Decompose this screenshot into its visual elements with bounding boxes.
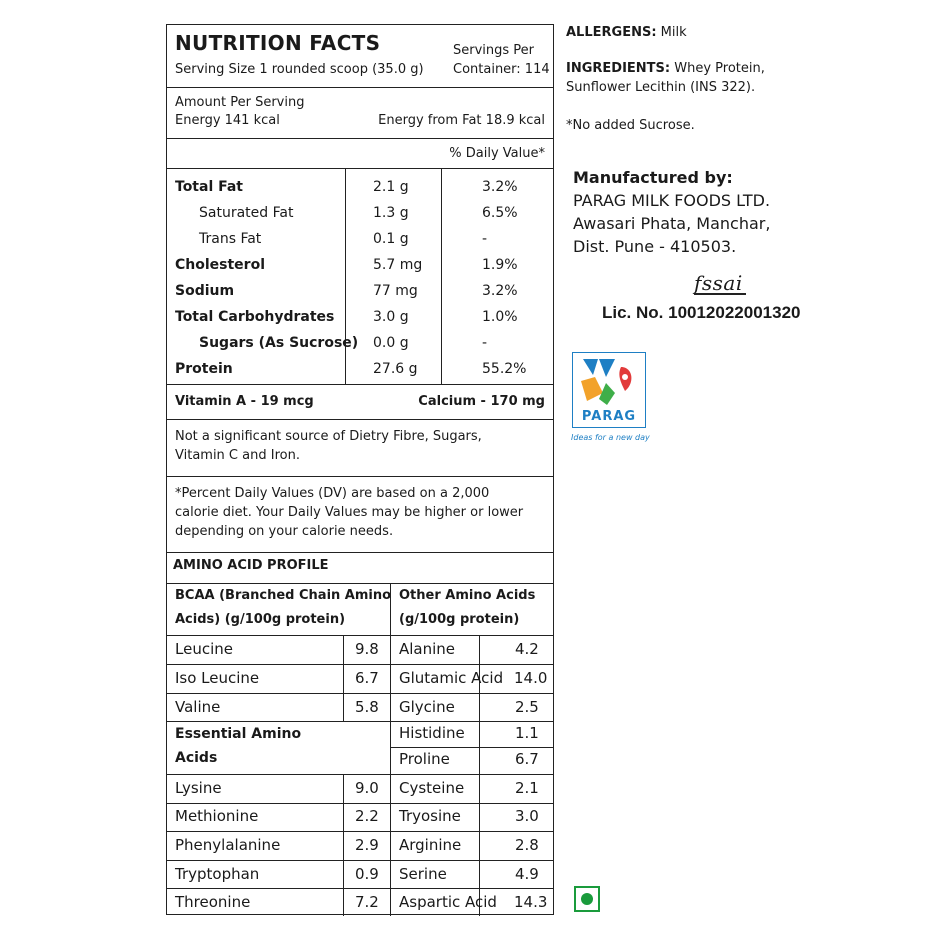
essential-name: Phenylalanine [175,836,281,854]
company-name: PARAG MILK FOODS LTD. [573,191,771,210]
footnote-line2: calorie diet. Your Daily Values may be higher or lower [175,505,524,520]
essential-name: Lysine [175,779,222,797]
veg-mark-icon [574,886,600,912]
amino-title: AMINO ACID PROFILE [173,558,329,573]
essential-name: Threonine [175,893,251,911]
other-amino-value: 6.7 [515,750,539,768]
bcaa-name: Iso Leucine [175,669,260,687]
bcaa-name: Valine [175,698,221,716]
other-amino-value: 2.5 [515,698,539,716]
nutrient-amount: 1.3 g [373,205,409,221]
nutrient-name: Trans Fat [199,231,262,247]
nutrition-facts-panel [166,24,554,915]
footnote-line1: *Percent Daily Values (DV) are based on a 2,000 [175,486,490,501]
nutrient-name: Protein [175,361,233,377]
nutrient-daily-value: 6.5% [482,205,518,221]
other-amino-name: Serine [399,865,447,883]
serving-size: Serving Size 1 rounded scoop (35.0 g) [175,62,424,77]
nutrient-daily-value: 3.2% [482,179,518,195]
essential-header-line1: Essential Amino [175,726,302,742]
other-header-line2: (g/100g protein) [399,612,520,627]
other-amino-name: Tryosine [399,807,461,825]
servings-per-line1: Servings Per [453,43,535,58]
nutrient-daily-value: - [482,231,488,247]
other-amino-name: Cysteine [399,779,465,797]
allergens-label: ALLERGENS: [566,25,657,40]
energy-from-fat: Energy from Fat 18.9 kcal [378,113,545,128]
bcaa-value: 9.8 [355,640,379,658]
nutrient-amount: 0.0 g [373,335,409,351]
other-amino-value: 4.9 [515,865,539,883]
other-amino-name: Arginine [399,836,462,854]
energy: Energy 141 kcal [175,113,280,128]
other-amino-value: 2.8 [515,836,539,854]
allergens [566,25,687,40]
nutrient-name: Cholesterol [175,257,265,273]
other-amino-name: Glutamic Acid [399,669,504,687]
parag-tagline: Ideas for a new day [571,433,650,442]
bcaa-header-line2: Acids) (g/100g protein) [175,612,346,627]
other-amino-name: Alanine [399,640,456,658]
other-amino-value: 14.0 [514,669,548,687]
nutrient-daily-value: - [482,335,488,351]
other-amino-name: Glycine [399,698,455,716]
address-line2: Dist. Pune - 410503. [573,237,737,256]
other-amino-name: Histidine [399,724,465,742]
bcaa-value: 6.7 [355,669,379,687]
essential-header-line2: Acids [175,750,218,766]
no-sucrose: *No added Sucrose. [566,118,695,133]
vitamin-a: Vitamin A - 19 mcg [175,394,314,409]
address-line1: Awasari Phata, Manchar, [573,214,771,233]
nutrient-name: Sodium [175,283,235,299]
other-amino-value: 4.2 [515,640,539,658]
daily-value-header: % Daily Value* [449,146,545,161]
allergens-value: Milk [660,25,687,40]
essential-value: 2.9 [355,836,379,854]
essential-value: 9.0 [355,779,379,797]
ingredients-label: INGREDIENTS: [566,61,671,76]
nutrient-amount: 27.6 g [373,361,418,377]
other-amino-name: Proline [399,750,450,768]
nutrient-daily-value: 1.0% [482,309,518,325]
footnote-line3: depending on your calorie needs. [175,524,394,539]
bcaa-header-line1: BCAA (Branched Chain Amino [175,588,392,603]
amount-per-serving: Amount Per Serving [175,95,305,110]
other-amino-value: 2.1 [515,779,539,797]
not-significant-line2: Vitamin C and Iron. [175,448,300,463]
nutrition-title: NUTRITION FACTS [175,31,381,55]
nutrient-amount: 0.1 g [373,231,409,247]
fssai-logo [694,271,746,295]
nutrient-amount: 2.1 g [373,179,409,195]
servings-per-line2: Container: 114 [453,62,550,77]
nutrient-daily-value: 3.2% [482,283,518,299]
parag-logo [572,352,646,428]
other-header-line1: Other Amino Acids [399,588,536,603]
license-number: Lic. No. 10012022001320 [602,303,801,322]
essential-value: 2.2 [355,807,379,825]
not-significant-line1: Not a significant source of Dietry Fibre, Sugars, [175,429,482,444]
other-amino-name: Aspartic Acid [399,893,497,911]
nutrient-name: Sugars (As Sucrose) [199,335,359,351]
calcium: Calcium - 170 mg [418,394,545,409]
other-amino-value: 1.1 [515,724,539,742]
essential-name: Tryptophan [175,865,260,883]
nutrient-name: Total Carbohydrates [175,309,335,325]
manufactured-by: Manufactured by: [573,168,733,187]
ingredients-value-line1: Whey Protein, [674,61,765,76]
ingredients-value-line2: Sunflower Lecithin (INS 322). [566,80,756,95]
essential-name: Methionine [175,807,259,825]
nutrient-amount: 77 mg [373,283,418,299]
nutrient-daily-value: 55.2% [482,361,527,377]
nutrient-amount: 3.0 g [373,309,409,325]
nutrient-name: Total Fat [175,179,244,195]
nutrient-daily-value: 1.9% [482,257,518,273]
other-amino-value: 14.3 [514,893,548,911]
fssai-text: fssai [694,271,743,295]
other-amino-value: 3.0 [515,807,539,825]
ingredients [566,61,765,76]
parag-brand-text: PARAG [581,409,637,424]
bcaa-value: 5.8 [355,698,379,716]
bcaa-name: Leucine [175,640,233,658]
nutrient-amount: 5.7 mg [373,257,423,273]
essential-value: 7.2 [355,893,379,911]
essential-value: 0.9 [355,865,379,883]
nutrient-name: Saturated Fat [199,205,294,221]
